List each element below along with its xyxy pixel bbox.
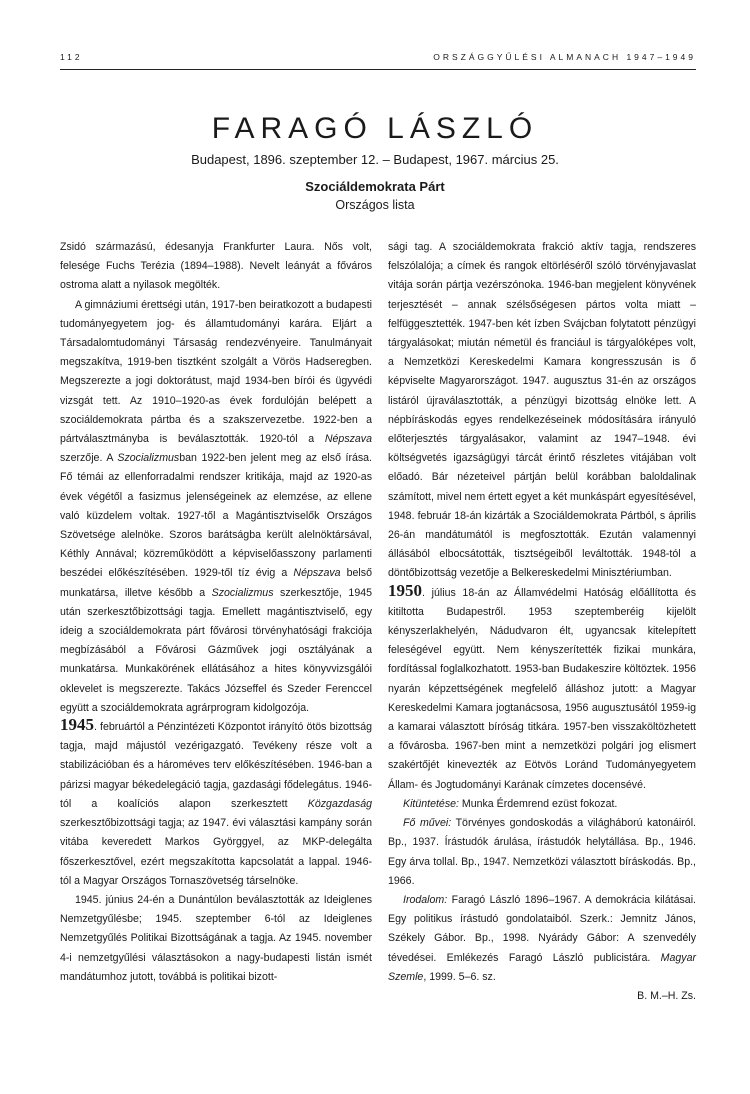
text-segment: szerzője. A xyxy=(60,452,118,465)
paragraph-literature xyxy=(388,891,696,987)
paragraph-works xyxy=(388,814,696,891)
paragraph-1950 xyxy=(388,580,696,795)
literature-journal: Magyar Szemle xyxy=(388,951,696,983)
journal-title: ORSZÁGGYŰLÉSI ALMANACH 1947–1949 xyxy=(433,52,696,62)
text-segment: . februártól a Pénzintézeti Központot irányító ötös bizottság tagja, majd májustól vezérigazgató. Tevékeny része volt a stabilizációban és a hároméves terv előkészítésében. 1946-ban a párizsi magyar békedelegáció tagja, gazdasági fődelegátus. 1946-tól a koalíciós alapon szerkesztett xyxy=(60,721,372,810)
paragraph-parliament-cont: sági tag. A szociáldemokrata frakció aktív tagja, rendszeres felszólalója; a címek és rangok eltörléséről szóló törvényjavaslat vitája során pártja vezérszónoka. 1946-ban megjelent könyvének terjesztését – annak szélsőségesen pártos volta miatt – felfüggesztették. 1947-ben két ízben Svájcban folytatott pénzügyi tárgyalásokat; miután németül és franciául is tárgyalóképes volt, a Nemzetközi Kereskedelmi Kamara kongresszusán is ő képviselte Magyarországot. 1947. augusztus 31-én az országos listáról újraválasztották, a pénzügyi bizottság elnöke lett. A népbíráskodás egyes rendelkezéseinek módosítására irányuló előterjesztés tárgyalásakor, valamint az 1947–1948. évi költségvetés igazságügyi tárcát érintő részletes vitájában volt előadó. Bár nézeteivel pártján belül korábban baloldalinak számított, mivel nem értett egyet a két munkáspárt egyesítésével, 1948. február 18-án kizárták a Szociáldemokrata Pártból, s április 26-án mandátumától is megfosztották. Ezután valamennyi állásából elbocsátották, tisztségeiből leváltották. 1948-tól a döntőbizottság vezetője a Belkereskedelmi Minisztériumban. xyxy=(388,241,696,580)
text-segment: belső munkatársa, illetve később a xyxy=(60,567,372,599)
text-segment: ban 1922-ben jelent meg az első írása. Fő témái az ellenforradalmi rendszer kritikája, majd az 1920-as évek végétől a fasizmus jelenségeinek az elemzése, az ellene való küzdelem voltak. 1927-től a Magántisztviselők Országos Szövetsége alelnöke. Szoros barátságba került alelnöktársával, Kéthly Annával; közreműködött a képviselőasszony parlamenti beszédei előkészítésében. 1929-től tíz évig a xyxy=(60,452,372,580)
text-segment: A gimnáziumi érettségi után, 1917-ben beiratkozott a budapesti tudományegyetem jog- és államtudományi karára. Eljárt a Társadalomtudományi Társaság rendezvényeire. Tanulmányait megszakítva, 1919-ben tisztként szolgált a Vörös Hadseregben. Megszerezte a jogi doktorátust, majd 1934-ben bírói és ügyvédi vizsgát tett. Az 1910–1920-as évek fordulóján belépett a szociáldemokrata pártba és a szakszervezetbe. 1922-ben a pártválasztmányba is beválasztották. 1920-tól a xyxy=(60,298,372,446)
publication-nepszava: Népszava xyxy=(293,567,341,580)
year-marker-1950: 1950 xyxy=(388,580,422,600)
works-text: Törvényes gondoskodás a világháború katonáiról. Bp., 1937. Írástudók árulása, írástudók helytállása. Bp., 1946. Egy árva tollal. Bp., 1947. Nemzetközi választott bíráskodás. Bp., 1966. xyxy=(388,817,696,887)
literature-label: Irodalom: xyxy=(403,893,448,906)
paragraph-origin: Zsidó származású, édesanyja Frankfurter Laura. Nős volt, felesége Fuchs Terézia (1894–1988). Nevelt leányát a főváros ostroma alatt a nyilasok megölték. xyxy=(60,241,372,292)
page-number: 112 xyxy=(60,52,83,62)
life-dates: Budapest, 1896. szeptember 12. – Budapest, 1967. március 25. xyxy=(191,152,559,167)
publication-kozgazdasag: Közgazdaság xyxy=(307,797,372,810)
paragraph-award xyxy=(388,795,696,814)
literature-text: Faragó László 1896–1967. A demokrácia kilátásai. Egy politikus írástudó gondolataiból. Szerk.: Jemnitz János, Székely Gábor. Bp., 1998. Nyárády Gábor: A szenvedély tévedései. Emlékezés Faragó László publicistára. xyxy=(388,893,696,964)
running-head xyxy=(60,52,696,66)
publication-nepszava: Népszava xyxy=(324,433,372,446)
paragraph-parliament: 1945. június 24-én a Dunántúlon beválasztották az Ideiglenes Nemzetgyűlésbe; 1945. szeptember 6-tól az Ideiglenes Nemzetgyűlés Politikai Bizottságának a tagja. Az 1945. november 4-i nemzetgyűlési választásokon a nagy-budapesti listán ismét mandátumhoz jutott, továbbá is politikai bizott- xyxy=(60,893,372,983)
list-name: Országos lista xyxy=(335,198,415,212)
right-column xyxy=(388,238,696,1006)
header-rule xyxy=(60,69,696,70)
year-marker-1945: 1945 xyxy=(60,715,94,735)
paragraph-1945 xyxy=(60,715,372,891)
award-label: Kitüntetése: xyxy=(403,797,459,810)
text-segment: . július 18-án az Államvédelmi Hatóság előállította és kitiltotta Budapestről. 1953 szeptemberéig kijelölt kényszerlakhelyén, Nádudvaron élt, ugyancsak kitelepített feleségével együtt. Nem kényszerítették fizikai munkára, fordítással foglalkozhatott. 1953-ban Budakeszire költöztek. 1956 nyarán képzettségének megfelelő álláshoz jutott: a Magyar Kereskedelmi Kamara jogtanácsosa, 1956 augusztusától 1959-ig a kamarai választott bíróság titkára. 1957-ben visszaköltözhetett a fővárosba. 1967-ben mint a nemzetközi polgári jog elismert szakértőjét kinevezték az Eötvös Loránd Tudományegyetem Állam- és Jogtudományi Karának címzetes docensévé. xyxy=(388,586,696,791)
publication-szocializmus: Szocializmus xyxy=(117,452,180,465)
publication-szocializmus: Szocializmus xyxy=(211,586,274,599)
party-name: Szociáldemokrata Párt xyxy=(305,179,445,194)
text-segment: szerkesztőbizottsági tagja; az 1947. évi választási kampány során vitába keveredett Markos Györggyel, az MKP-delegálta főszerkesztővel, ezért megszakította kapcsolatát a lappal. 1946-tól a Magyar Országos Tornaszövetség társelnöke. xyxy=(60,817,372,887)
paragraph-career xyxy=(60,296,372,718)
entry-name: FARAGÓ LÁSZLÓ xyxy=(211,112,539,145)
award-text: Munka Érdemrend ezüst fokozat. xyxy=(458,797,618,810)
author-signature: B. M.–H. Zs. xyxy=(637,989,696,1002)
works-label: Fő művei: xyxy=(403,817,452,830)
text-segment: szerkesztője, 1945 után szerkesztőbizottsági tagja. Emellett magántisztviselő, egy ideig a szociáldemokrata párt fővárosi törvényhatósági frakciója megbízásából a Fővárosi Gázművek jogi osztályának a munkatársa. Munkakörének ellátásához a hites könyvvizsgálói oklevelet is megszerezte. Takács Józseffel és Szeder Ferenccel együtt a szociáldemokrata agrárprogram kidolgozója. xyxy=(60,586,373,714)
literature-text: , 1999. 5–6. sz. xyxy=(423,970,496,983)
left-column xyxy=(60,238,372,987)
